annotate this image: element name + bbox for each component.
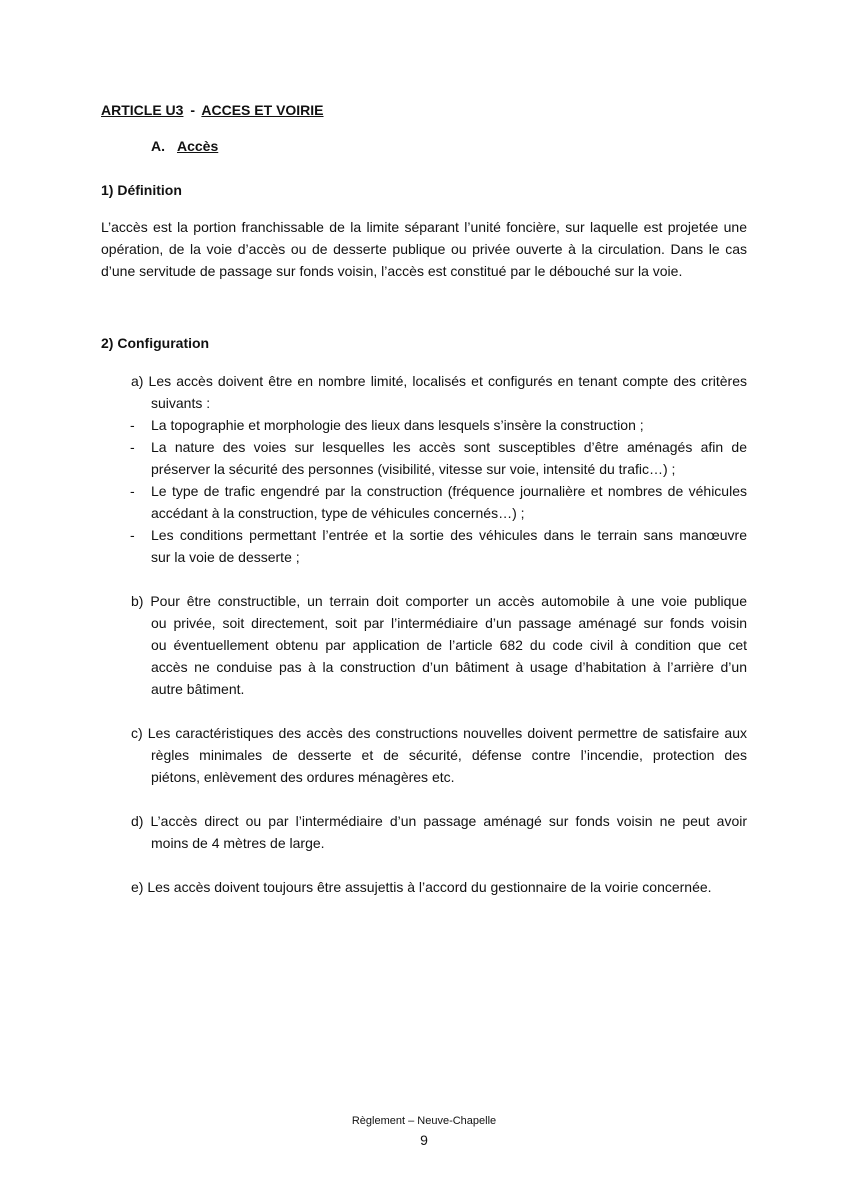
item-a-line: suivants : — [151, 395, 211, 411]
bullet-line: sur la voie de desserte ; — [151, 549, 300, 565]
bullet-line: La nature des voies sur lesquelles les accès sont susceptibles d’être aménagés afin de — [151, 439, 747, 455]
section-a-letter: A. — [151, 138, 165, 154]
item-c-line: piétons, enlèvement des ordures ménagères etc. — [151, 769, 455, 785]
definition-line: d’une servitude de passage sur fonds voisin, l’accès est constitué par le débouché sur la voie. — [101, 263, 683, 279]
bullet-dash: - — [130, 527, 135, 543]
definition-line: L’accès est la portion franchissable de la limite séparant l’unité foncière, sur laquelle est projetée une — [101, 219, 747, 235]
configuration-heading: 2) Configuration — [101, 335, 210, 351]
bullet-line: préserver la sécurité des personnes (visibilité, vitesse sur voie, intensité du trafic…) ; — [151, 461, 676, 477]
item-d-line: moins de 4 mètres de large. — [151, 835, 325, 851]
definition-paragraph — [101, 216, 747, 282]
item-a-line: a) Les accès doivent être en nombre limité, localisés et configurés en tenant compte des critères — [131, 373, 747, 389]
bullet-dash: - — [130, 417, 135, 433]
item-e-line: e) Les accès doivent toujours être assujettis à l’accord du gestionnaire de la voirie concernée. — [131, 879, 712, 895]
bullet-dash: - — [130, 483, 135, 499]
page-number: 9 — [420, 1132, 428, 1148]
definition-line: opération, de la voie d’accès ou de desserte publique ou privée ouverte à la circulation. Dans le cas — [101, 241, 747, 257]
article-heading — [101, 102, 324, 118]
footer-document-name: Règlement – Neuve-Chapelle — [351, 1115, 497, 1127]
item-b-line: accès ne conduise pas à la construction d’un bâtiment à usage d’habitation à l’arrière d’un — [151, 659, 747, 675]
item-b-line: autre bâtiment. — [151, 681, 245, 697]
article-label: ARTICLE U3 — [101, 102, 184, 118]
bullet-line: La topographie et morphologie des lieux dans lesquels s’insère la construction ; — [151, 417, 644, 433]
bullet-line: Les conditions permettant l’entrée et la sortie des véhicules dans le terrain sans manœuvre — [151, 527, 747, 543]
section-a-heading — [151, 138, 218, 154]
item-c-line: c) Les caractéristiques des accès des constructions nouvelles doivent permettre de satisfaire aux — [131, 725, 747, 741]
bullet-dash: - — [130, 439, 135, 455]
item-b-line: ou éventuellement obtenu par application de l’article 682 du code civil à condition que cet — [151, 637, 747, 653]
definition-heading: 1) Définition — [101, 182, 182, 198]
item-c-line: règles minimales de desserte et de sécurité, défense contre l’incendie, protection des — [151, 747, 747, 763]
article-title: ACCES ET VOIRIE — [201, 102, 324, 118]
item-b-line: b) Pour être constructible, un terrain doit comporter un accès automobile à une voie publique — [131, 593, 747, 609]
item-d-line: d) L’accès direct ou par l’intermédiaire d’un passage aménagé sur fonds voisin ne peut avoir — [131, 813, 747, 829]
article-separator: - — [190, 102, 196, 118]
item-b-line: ou privée, soit directement, soit par l’intermédiaire d’un passage aménagé sur fonds voisin — [151, 615, 747, 631]
bullet-line: Le type de trafic engendré par la construction (fréquence journalière et nombres de véhicules — [151, 483, 747, 499]
section-a-title: Accès — [177, 138, 219, 154]
bullet-line: accédant à la construction, type de véhicules concernés…) ; — [151, 505, 525, 521]
